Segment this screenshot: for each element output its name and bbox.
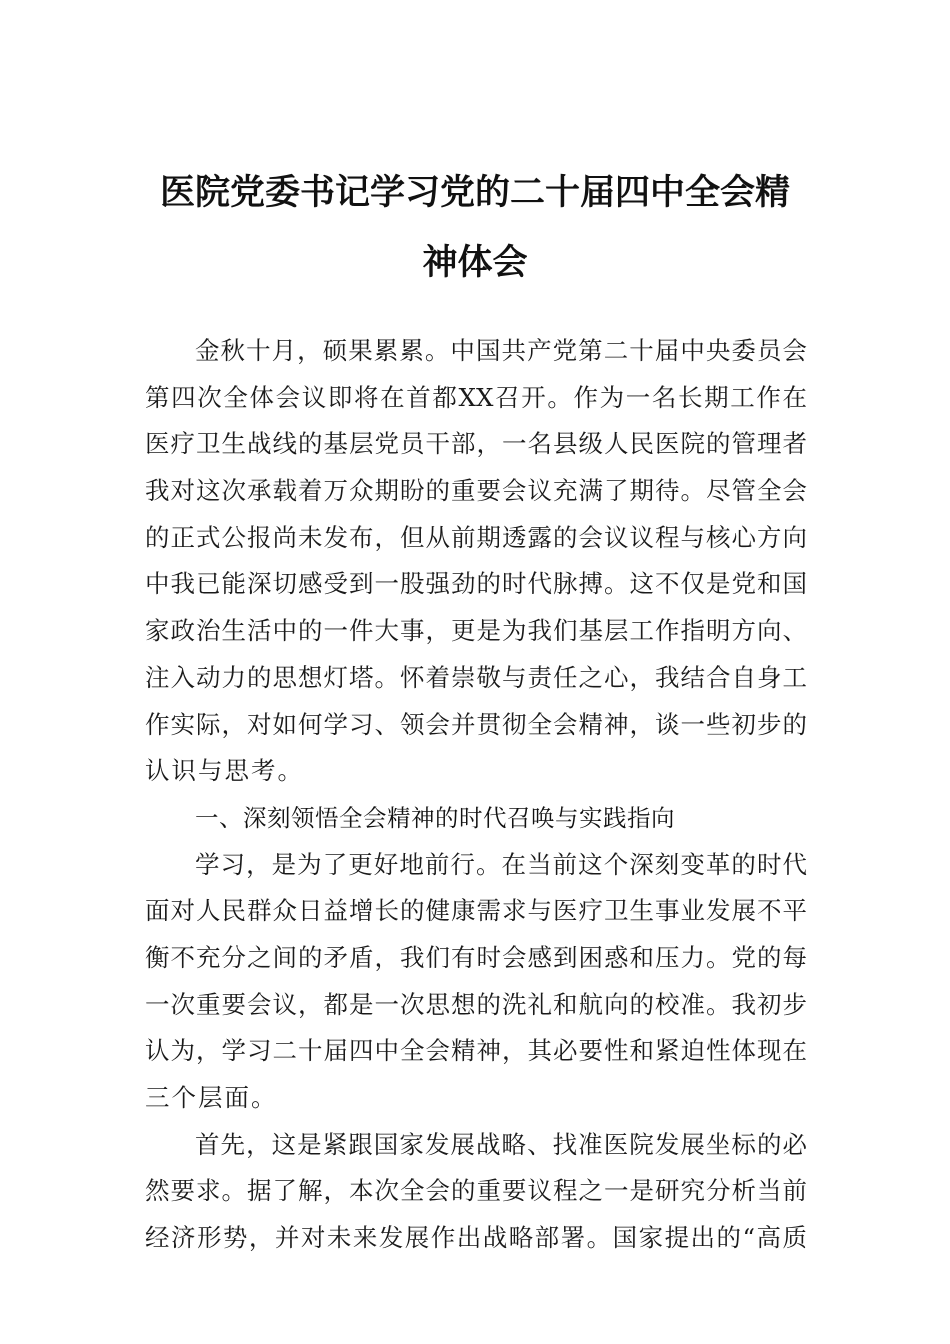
text-line: 面对人民群众日益增长的健康需求与医疗卫生事业发展不平 — [145, 896, 807, 926]
text-line: 认识与思考。 — [145, 756, 304, 786]
text-line: 三个层面。 — [145, 1083, 278, 1112]
text-line: 的正式公报尚未发布，但从前期透露的会议议程与核心方向 — [145, 522, 807, 552]
text-line: 金秋十月，硕果累累。中国共产党第二十届中央委员会 — [195, 336, 807, 365]
text-line: 一次重要会议，都是一次思想的洗礼和航向的校准。我初步 — [145, 989, 807, 1019]
title-line-2: 神体会 — [422, 242, 528, 283]
text-line: 家政治生活中的一件大事，更是为我们基层工作指明方向、 — [145, 616, 807, 646]
paragraph-intro — [145, 328, 807, 795]
text-line: 医疗卫生战线的基层党员干部，一名县级人民医院的管理者 — [145, 429, 807, 459]
text-line: 作实际，对如何学习、领会并贯彻全会精神，谈一些初步的 — [145, 709, 807, 739]
text-line: 经济形势，并对未来发展作出战略部署。国家提出的“高质 — [145, 1223, 807, 1253]
text-line: 认为，学习二十届四中全会精神，其必要性和紧迫性体现在 — [145, 1036, 807, 1066]
document-body — [145, 328, 807, 1262]
title-line-1: 医院党委书记学习党的二十届四中全会精 — [159, 172, 790, 213]
text-line: 首先，这是紧跟国家发展战略、找准医院发展坐标的必 — [195, 1129, 807, 1159]
paragraph-section1 — [145, 842, 807, 1122]
text-line: 学习，是为了更好地前行。在当前这个深刻变革的时代 — [195, 849, 807, 879]
text-line: 然要求。据了解，本次全会的重要议程之一是研究分析当前 — [145, 1176, 807, 1206]
text-line: 我对这次承载着万众期盼的重要会议充满了期待。尽管全会 — [145, 476, 807, 506]
text-line: 中我已能深切感受到一股强劲的时代脉搏。这不仅是党和国 — [145, 569, 807, 599]
text-line: 衡不充分之间的矛盾，我们有时会感到困惑和压力。党的每 — [145, 942, 807, 972]
section-heading: 一、深刻领悟全会精神的时代召唤与实践指向 — [195, 803, 675, 832]
text-line: 注入动力的思想灯塔。怀着崇敬与责任之心，我结合自身工 — [145, 662, 807, 692]
text-line: 第四次全体会议即将在首都XX召开。作为一名长期工作在 — [145, 382, 807, 412]
document-title — [145, 158, 805, 298]
paragraph-first-point — [145, 1122, 807, 1262]
